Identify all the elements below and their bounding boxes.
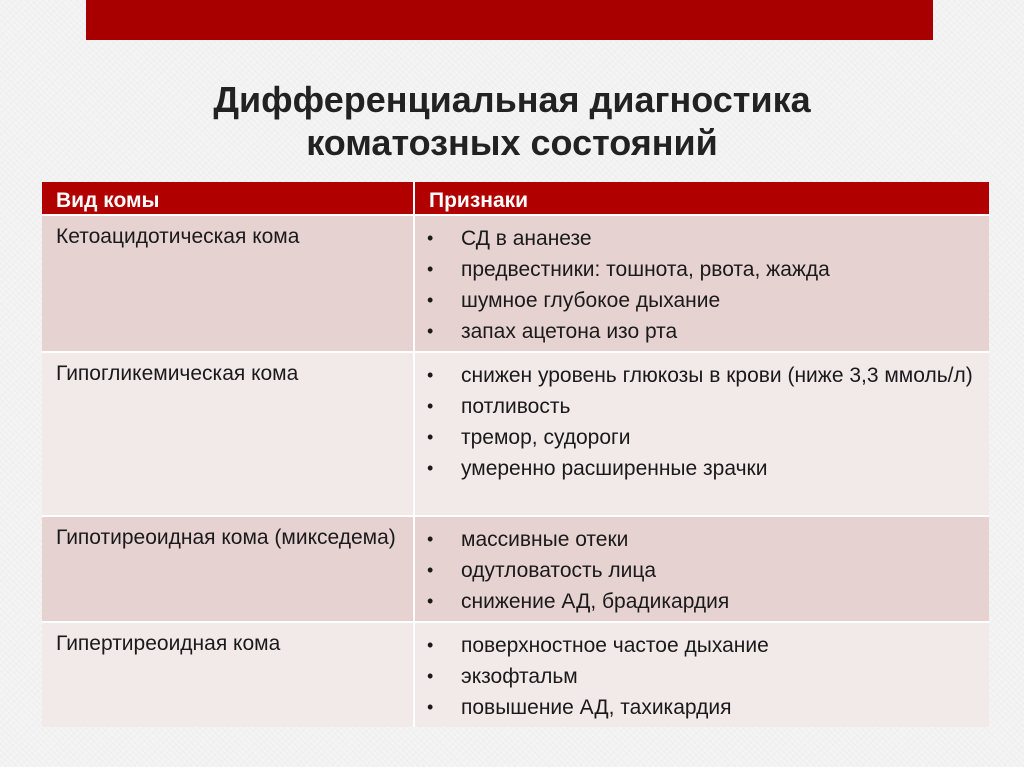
signs-cell <box>414 516 989 622</box>
sign-item: • запах ацетона изо рта <box>427 316 975 347</box>
coma-type-cell: Гипотиреоидная кома (микседема) <box>42 516 414 622</box>
slide-title-line-1: Дифференциальная диагностика <box>213 79 811 120</box>
signs-list <box>427 360 975 484</box>
sign-item: • одутловатость лица <box>427 555 975 586</box>
table-row <box>42 516 989 622</box>
slide-title-line-2: коматозных состояний <box>306 122 718 163</box>
coma-type-cell: Гипогликемическая кома <box>42 352 414 516</box>
signs-cell <box>414 622 989 727</box>
sign-item: • снижение АД, брадикардия <box>427 586 975 617</box>
table-row <box>42 622 989 727</box>
header-signs: Признаки <box>414 182 989 215</box>
signs-list <box>427 524 975 617</box>
sign-item: • снижен уровень глюкозы в крови (ниже 3,3 ммоль/л) <box>427 360 975 391</box>
sign-item: • массивные отеки <box>427 524 975 555</box>
table-row <box>42 352 989 516</box>
sign-item: • потливость <box>427 391 975 422</box>
sign-item: • поверхностное частое дыхание <box>427 630 975 661</box>
coma-type-cell: Кетоацидотическая кома <box>42 215 414 352</box>
coma-diagnosis-table <box>42 182 989 727</box>
table-row <box>42 215 989 352</box>
signs-cell <box>414 352 989 516</box>
sign-item: • умеренно расширенные зрачки <box>427 453 975 484</box>
sign-item: • СД в ананезе <box>427 223 975 254</box>
slide-title <box>0 78 1024 164</box>
sign-item: • экзофтальм <box>427 661 975 692</box>
signs-cell <box>414 215 989 352</box>
sign-item: • повышение АД, тахикардия <box>427 692 975 723</box>
table-header-row <box>42 182 989 215</box>
header-coma-type: Вид комы <box>42 182 414 215</box>
signs-list <box>427 630 975 723</box>
signs-list <box>427 223 975 347</box>
top-accent-bar <box>86 0 933 40</box>
sign-item: • шумное глубокое дыхание <box>427 285 975 316</box>
sign-item: • предвестники: тошнота, рвота, жажда <box>427 254 975 285</box>
sign-item: • тремор, судороги <box>427 422 975 453</box>
coma-type-cell: Гипертиреоидная кома <box>42 622 414 727</box>
